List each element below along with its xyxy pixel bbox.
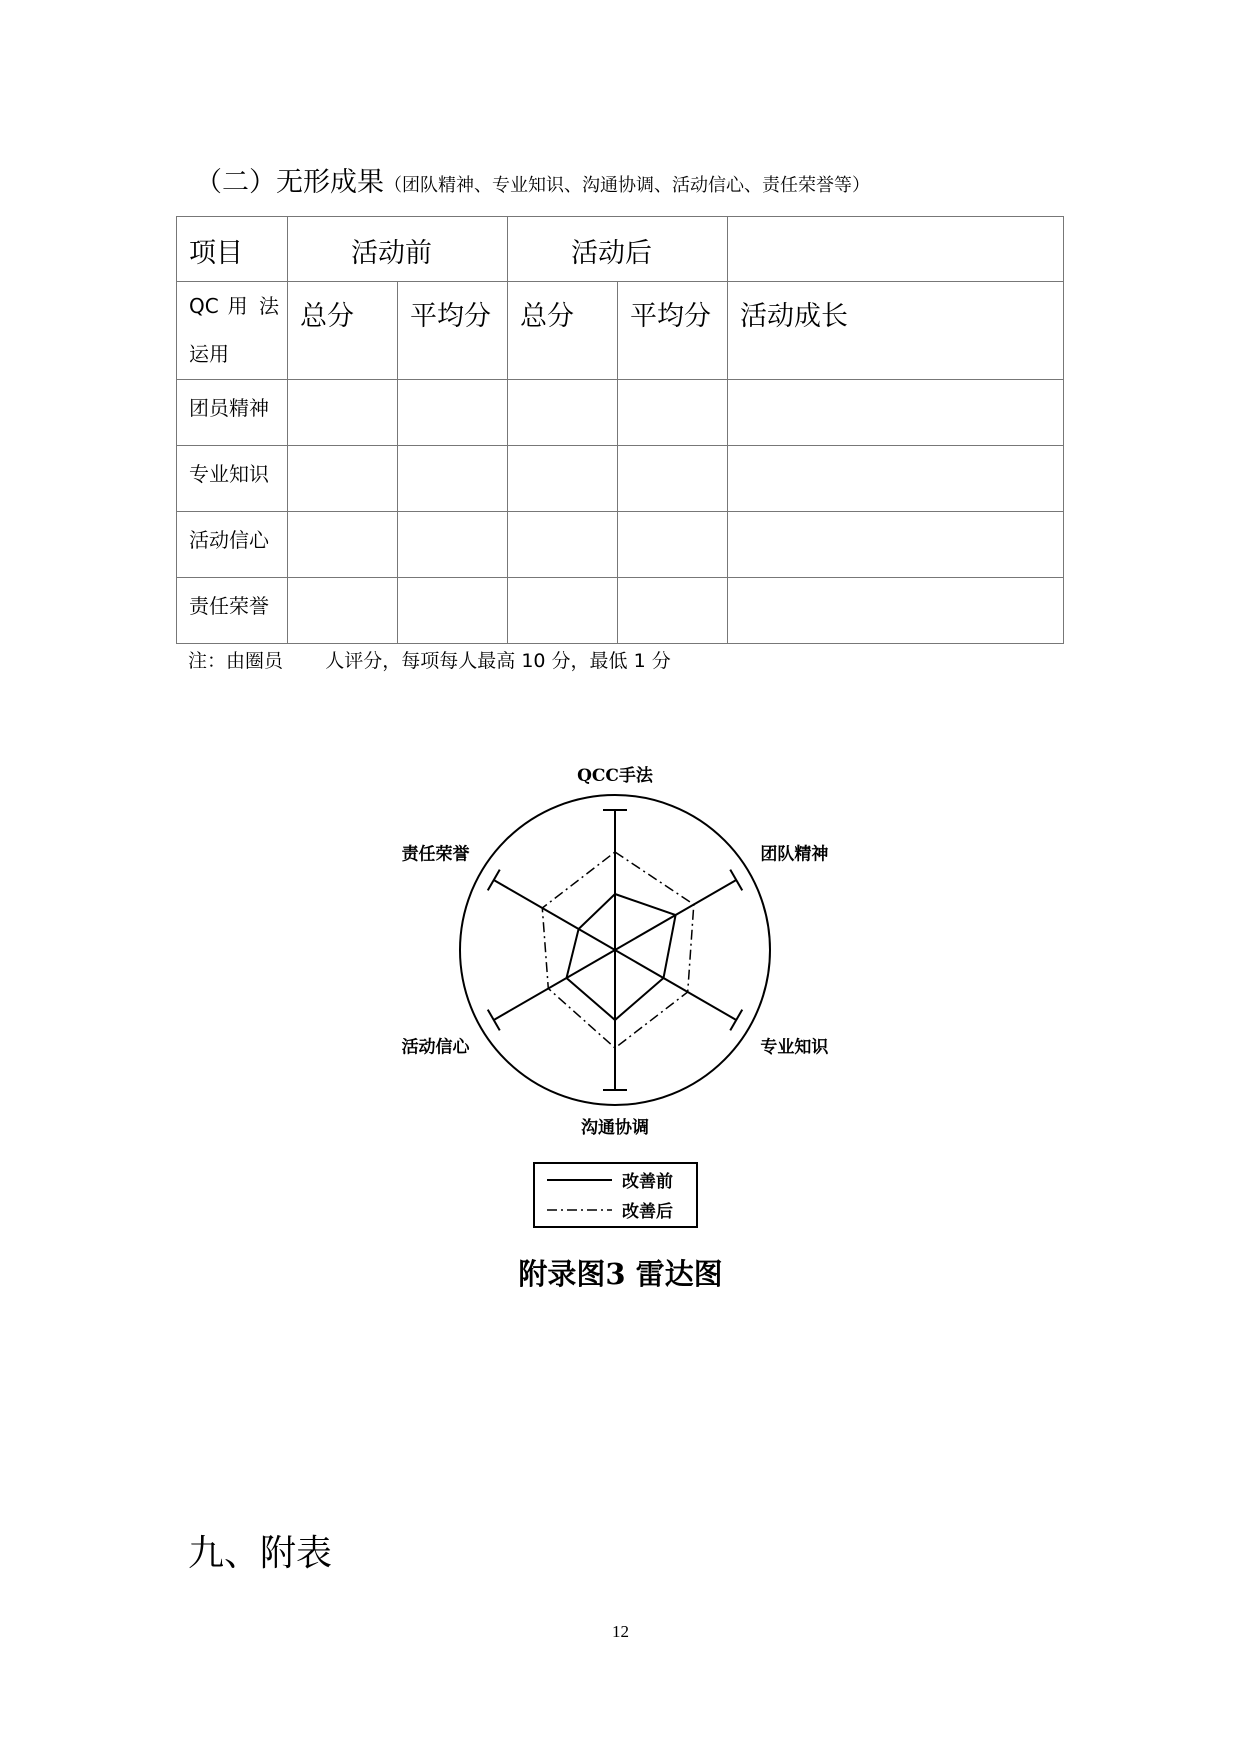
row-label: 责任荣誉	[177, 578, 288, 644]
radar-axis-label: 团队精神	[760, 844, 829, 865]
radar-axis-label: 责任荣誉	[401, 844, 470, 865]
legend-label-before: 改善前	[622, 1172, 673, 1192]
header-growth: 活动成长	[728, 282, 1064, 380]
row-label: 团员精神	[177, 380, 288, 446]
radar-axis-label: 专业知识	[760, 1037, 829, 1058]
header-total-before: 总分	[288, 282, 398, 380]
radar-spoke	[494, 950, 615, 1020]
radar-series-1	[567, 894, 676, 1020]
radar-spoke-tick	[730, 1010, 742, 1031]
radar-spoke-tick	[730, 870, 742, 891]
radar-spoke	[615, 950, 736, 1020]
heading-main: （二）无形成果	[195, 167, 384, 198]
figure-caption: 附录图3 雷达图	[518, 1257, 723, 1291]
header-item: 项目	[177, 217, 288, 282]
radar-spoke	[494, 880, 615, 950]
header-after: 活动后	[508, 217, 728, 282]
page-number: 12	[612, 1622, 629, 1641]
radar-axis-label: QCC手法	[577, 766, 653, 786]
row-label: 专业知识	[177, 446, 288, 512]
row-label: 活动信心	[177, 512, 288, 578]
header-avg-before: 平均分	[398, 282, 508, 380]
chapter-heading: 九、附表	[188, 1533, 333, 1574]
radar-axis-label: 活动信心	[401, 1037, 470, 1058]
radar-axis-label: 沟通协调	[581, 1118, 649, 1138]
heading-subtitle: （团队精神、专业知识、沟通协调、活动信心、责任荣誉等）	[384, 175, 870, 196]
table-note: 注：由圈员 人评分，每项每人最高 10 分，最低 1 分	[188, 650, 671, 672]
radar-spoke-tick	[488, 870, 500, 891]
radar-spoke-tick	[488, 1010, 500, 1031]
legend-label-after: 改善后	[622, 1202, 673, 1222]
legend	[534, 1163, 697, 1227]
header-total-after: 总分	[508, 282, 618, 380]
row-label-qc: QC 用 法 运用	[177, 282, 288, 380]
header-avg-after: 平均分	[618, 282, 728, 380]
header-before: 活动前	[288, 217, 508, 282]
